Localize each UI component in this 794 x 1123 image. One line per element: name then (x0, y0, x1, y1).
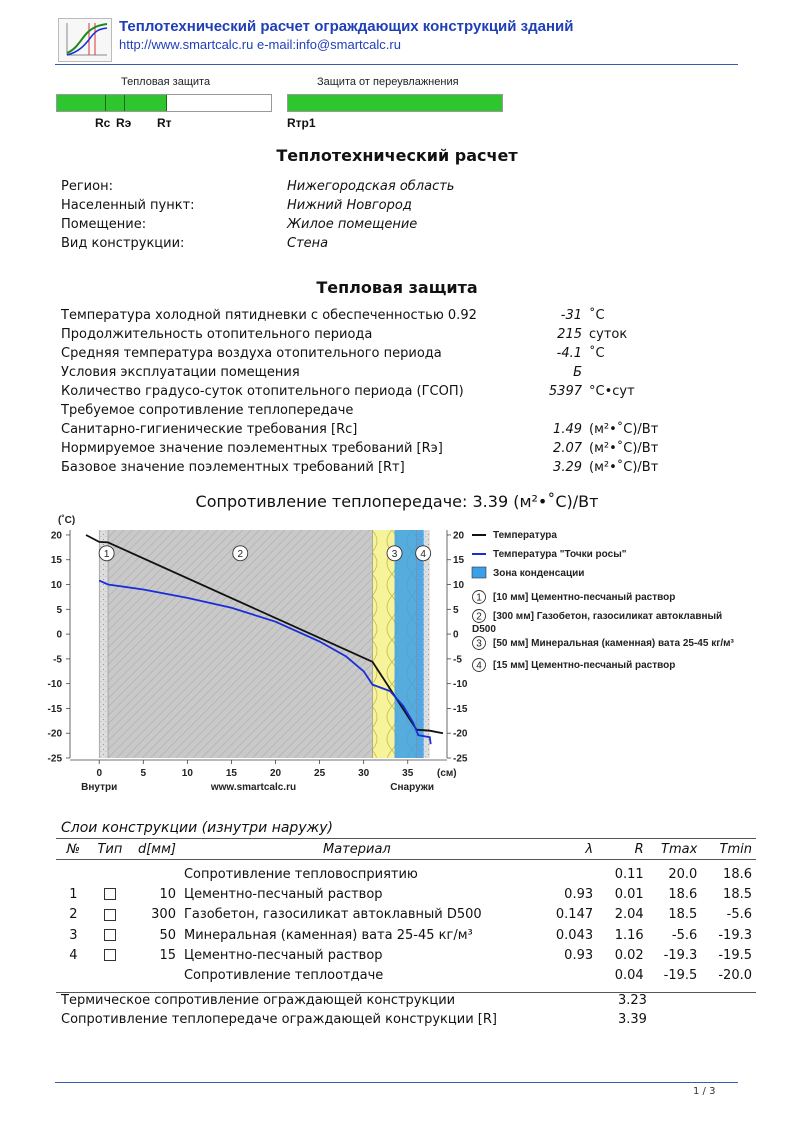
x-tick-label: 10 (181, 768, 193, 779)
info-value: Нижний Новгород (287, 198, 412, 213)
y-tick-label-right: 5 (453, 604, 459, 616)
table-cell-R: 1.16 (614, 927, 644, 943)
table-cell-lambda: 0.147 (555, 907, 594, 923)
layers-table-body (56, 860, 756, 986)
param-label: Средняя температура воздуха отопительного периода (61, 346, 442, 361)
table-cell-chk (91, 905, 130, 925)
y-tick-label-right: -25 (453, 753, 468, 765)
table-cell-tmax: 18.6 (668, 886, 698, 902)
total-label: Термическое сопротивление ограждающей конструкции (61, 993, 456, 1008)
table-cell-R: 0.02 (614, 947, 644, 963)
legend-text: [10 мм] Цементно-песчаный раствор (493, 592, 676, 603)
table-cell-R: 0.11 (614, 866, 644, 882)
y-tick-label-left: -15 (47, 703, 62, 715)
layer-badge-label: 2 (237, 548, 244, 560)
table-cell-tmin: -19.5 (718, 947, 752, 963)
y-tick-label-right: -15 (453, 703, 468, 715)
y-tick-label-left: -10 (47, 679, 62, 691)
x-tick-label: 35 (402, 768, 414, 779)
param-value: 215 (557, 327, 582, 342)
x-tick-label: 20 (269, 768, 282, 779)
table-cell-n (56, 860, 91, 885)
column-header: λ (534, 839, 597, 860)
thermal-protection-bar (56, 94, 272, 112)
x-tick-label: 30 (358, 768, 370, 779)
column-header: Tmin (701, 839, 756, 860)
table-cell-chk (91, 925, 130, 945)
table-cell-material: Цементно-песчаный раствор (183, 886, 383, 902)
table-cell-lambda (534, 860, 597, 885)
chart-layers (99, 530, 430, 758)
param-value: -4.1 (556, 346, 582, 361)
table-cell-n: 2 (69, 907, 78, 923)
param-unit: ˚C (589, 346, 605, 361)
rc-tick (105, 95, 106, 111)
param-value: 1.49 (553, 422, 582, 437)
condensation-zone (395, 530, 424, 758)
thermal-bar-fill (57, 95, 166, 111)
layer-badge-label: 4 (420, 548, 426, 560)
table-cell-n: 3 (69, 927, 78, 943)
y-tick-label-left: 0 (56, 629, 62, 641)
param-unit: ˚C (589, 308, 605, 323)
table-cell-d: 300 (151, 907, 176, 923)
chart-title: Сопротивление теплопередаче: 3.39 (м²•˚C)/Вт (195, 492, 599, 511)
table-cell-chk (91, 860, 130, 885)
rt-mark: Rт (157, 116, 172, 130)
info-value: Стена (287, 236, 329, 251)
y-tick-label-left: -5 (53, 654, 62, 666)
header-divider (55, 64, 738, 65)
table-cell-tmax: 20.0 (668, 866, 698, 882)
table-cell-d: 50 (159, 927, 176, 943)
total-label: Сопротивление теплопередаче ограждающей конструкции [R] (61, 1012, 497, 1027)
moisture-protection-bar (287, 94, 503, 112)
rt-tick (166, 95, 167, 111)
layer-type-checkbox[interactable] (104, 909, 116, 921)
contact-line: http://www.smartcalc.ru e-mail:info@smartcalc.ru (119, 37, 401, 52)
info-value: Нижегородская область (287, 179, 455, 194)
table-cell-lambda: 0.043 (555, 927, 594, 943)
param-value: 5397 (548, 384, 582, 399)
param-unit: суток (589, 327, 628, 342)
table-cell-material: Сопротивление тепловосприятию (183, 866, 418, 882)
y-tick-label-right: 15 (453, 555, 465, 567)
param-label: Санитарно-гигиенические требования [Rc] (61, 422, 358, 437)
watermark: www.smartcalc.ru (210, 782, 297, 793)
table-cell-tmin: -5.6 (726, 907, 752, 923)
legend-text: [50 мм] Минеральная (каменная) вата 25-45 кг/м³ (493, 638, 734, 649)
table-cell-material: Газобетон, газосиликат автоклавный D500 (183, 907, 482, 923)
table-cell-n: 1 (69, 886, 78, 902)
y-tick-label-right: -5 (453, 654, 462, 666)
footer-divider (55, 1082, 738, 1083)
table-cell-tmin: 18.6 (723, 866, 752, 882)
table-cell-d (129, 860, 180, 885)
x-tick-label: 25 (314, 768, 326, 779)
param-label: Температура холодной пятидневки с обеспеченностью 0.92 (61, 308, 477, 323)
legend-box-swatch (472, 567, 486, 578)
y-tick-label-left: -25 (47, 753, 62, 765)
thermal-bar-caption: Тепловая защита (121, 76, 211, 88)
layers-table-header (56, 839, 756, 860)
y-tick-label-left: 15 (50, 555, 62, 567)
param-unit: (м²•˚C)/Вт (589, 441, 659, 456)
y-tick-label-left: 5 (56, 604, 62, 616)
x-tick-label: 5 (140, 768, 147, 779)
table-cell-d (129, 965, 180, 985)
param-label: Количество градусо-суток отопительного периода (ГСОП) (61, 384, 464, 399)
table-cell-material: Цементно-песчаный раствор (183, 947, 383, 963)
x-tick-label: 0 (96, 768, 103, 779)
layers-table (56, 838, 756, 986)
page-number: 1 / 3 (693, 1086, 716, 1097)
layers-title: Слои конструкции (изнутри наружу) (61, 820, 333, 836)
y-tick-label-right: 20 (453, 530, 465, 542)
section-title: Теплотехнический расчет (276, 146, 518, 165)
table-cell-R: 2.04 (614, 907, 644, 923)
thermal-title: Тепловая защита (316, 278, 478, 297)
re-mark: Rэ (116, 116, 132, 130)
param-unit: (м²•˚C)/Вт (589, 422, 659, 437)
y-tick-label-left: 20 (50, 530, 62, 542)
param-value: 3.29 (553, 460, 582, 475)
param-value: -31 (560, 308, 582, 323)
table-cell-tmax: 18.5 (668, 907, 698, 923)
table-cell-R: 0.01 (614, 886, 644, 902)
column-header: R (597, 839, 648, 860)
param-unit: °C•сут (589, 384, 635, 399)
legend-text: [15 мм] Цементно-песчаный раствор (493, 660, 676, 671)
table-cell-chk (91, 965, 130, 985)
y-tick-label-left: -20 (47, 728, 62, 740)
table-cell-n (56, 965, 91, 985)
column-header: Материал (180, 839, 534, 860)
info-label: Помещение: (61, 217, 147, 232)
table-row (56, 860, 756, 885)
legend-text: Температура "Точки росы" (493, 549, 627, 560)
rc-mark: Rс (95, 116, 111, 130)
table-cell-lambda: 0.93 (564, 886, 594, 902)
table-cell-material: Сопротивление теплоотдаче (183, 968, 384, 984)
table-cell-chk (91, 945, 130, 965)
table-cell-n: 4 (69, 947, 78, 963)
table-cell-d: 10 (159, 886, 176, 902)
total-value: 3.23 (618, 993, 647, 1008)
y-tick-label-right: -20 (453, 728, 468, 740)
legend-badge-label: 3 (476, 638, 482, 650)
param-label: Нормируемое значение поэлементных требований [Rэ] (61, 441, 443, 456)
info-label: Населенный пункт: (61, 198, 195, 213)
table-cell-tmin: -19.3 (718, 927, 752, 943)
re-tick (124, 95, 125, 111)
table-cell-lambda (534, 965, 597, 985)
column-header: Tmax (648, 839, 702, 860)
chart-legend (472, 530, 735, 672)
param-label: Требуемое сопротивление теплопередаче (61, 403, 354, 418)
layer-badge-label: 1 (103, 548, 110, 560)
table-cell-tmax: -19.5 (663, 968, 698, 984)
table-row (56, 905, 756, 925)
table-cell-tmax: -19.3 (663, 947, 698, 963)
table-cell-lambda: 0.93 (564, 947, 594, 963)
app-title: Теплотехнический расчет ограждающих конструкций зданий (119, 18, 574, 35)
table-cell-tmin: -20.0 (718, 968, 752, 984)
info-label: Регион: (61, 179, 113, 194)
param-value: Б (573, 365, 582, 380)
temperature-chart (47, 508, 752, 800)
rtr1-mark: Rтр1 (287, 116, 316, 130)
table-row (56, 925, 756, 945)
param-label: Продолжительность отопительного периода (61, 327, 373, 342)
info-value: Жилое помещение (287, 217, 418, 232)
table-cell-R: 0.04 (614, 968, 644, 984)
layer-badge-label: 3 (391, 548, 398, 560)
table-cell-tmax: -5.6 (671, 927, 698, 943)
table-row (56, 945, 756, 965)
table-cell-d: 15 (159, 947, 176, 963)
legend-badge-label: 2 (476, 611, 482, 623)
total-value: 3.39 (618, 1012, 647, 1027)
outside-label: Снаружи (390, 782, 435, 793)
x-tick-label: 15 (225, 768, 238, 779)
x-axis-label: (см) (437, 768, 457, 779)
legend-text-cont: D500 (472, 624, 496, 635)
y-axis-label: (˚C) (58, 515, 76, 526)
inside-label: Внутри (81, 782, 118, 793)
info-label: Вид конструкции: (61, 236, 185, 251)
layer-type-checkbox[interactable] (104, 888, 116, 900)
param-label: Условия эксплуатации помещения (61, 365, 300, 380)
param-unit: (м²•˚C)/Вт (589, 460, 659, 475)
layer-type-checkbox[interactable] (104, 929, 116, 941)
legend-text: [300 мм] Газобетон, газосиликат автоклавный (493, 611, 723, 622)
layer-type-checkbox[interactable] (104, 949, 116, 961)
table-cell-material: Минеральная (каменная) вата 25-45 кг/м³ (183, 927, 473, 943)
y-tick-label-left: 10 (50, 580, 62, 592)
table-row (56, 884, 756, 904)
param-value: 2.07 (553, 441, 582, 456)
legend-badge-label: 4 (476, 660, 482, 672)
layer-band-1 (99, 530, 108, 758)
smartcalc-logo (58, 18, 112, 62)
moisture-bar-fill (288, 95, 502, 111)
y-tick-label-right: -10 (453, 679, 468, 691)
table-row (56, 965, 756, 985)
column-header: d[мм] (129, 839, 180, 860)
y-tick-label-right: 10 (453, 580, 465, 592)
moisture-bar-caption: Защита от переувлажнения (317, 76, 459, 88)
table-cell-tmin: 18.5 (723, 886, 752, 902)
column-header: Тип (91, 839, 130, 860)
legend-badge-label: 1 (476, 592, 482, 604)
legend-text: Зона конденсации (493, 568, 585, 579)
column-header: № (56, 839, 91, 860)
y-tick-label-right: 0 (453, 629, 459, 641)
param-label: Базовое значение поэлементных требований [Rт] (61, 460, 405, 475)
table-cell-chk (91, 884, 130, 904)
legend-text: Температура (493, 530, 557, 541)
